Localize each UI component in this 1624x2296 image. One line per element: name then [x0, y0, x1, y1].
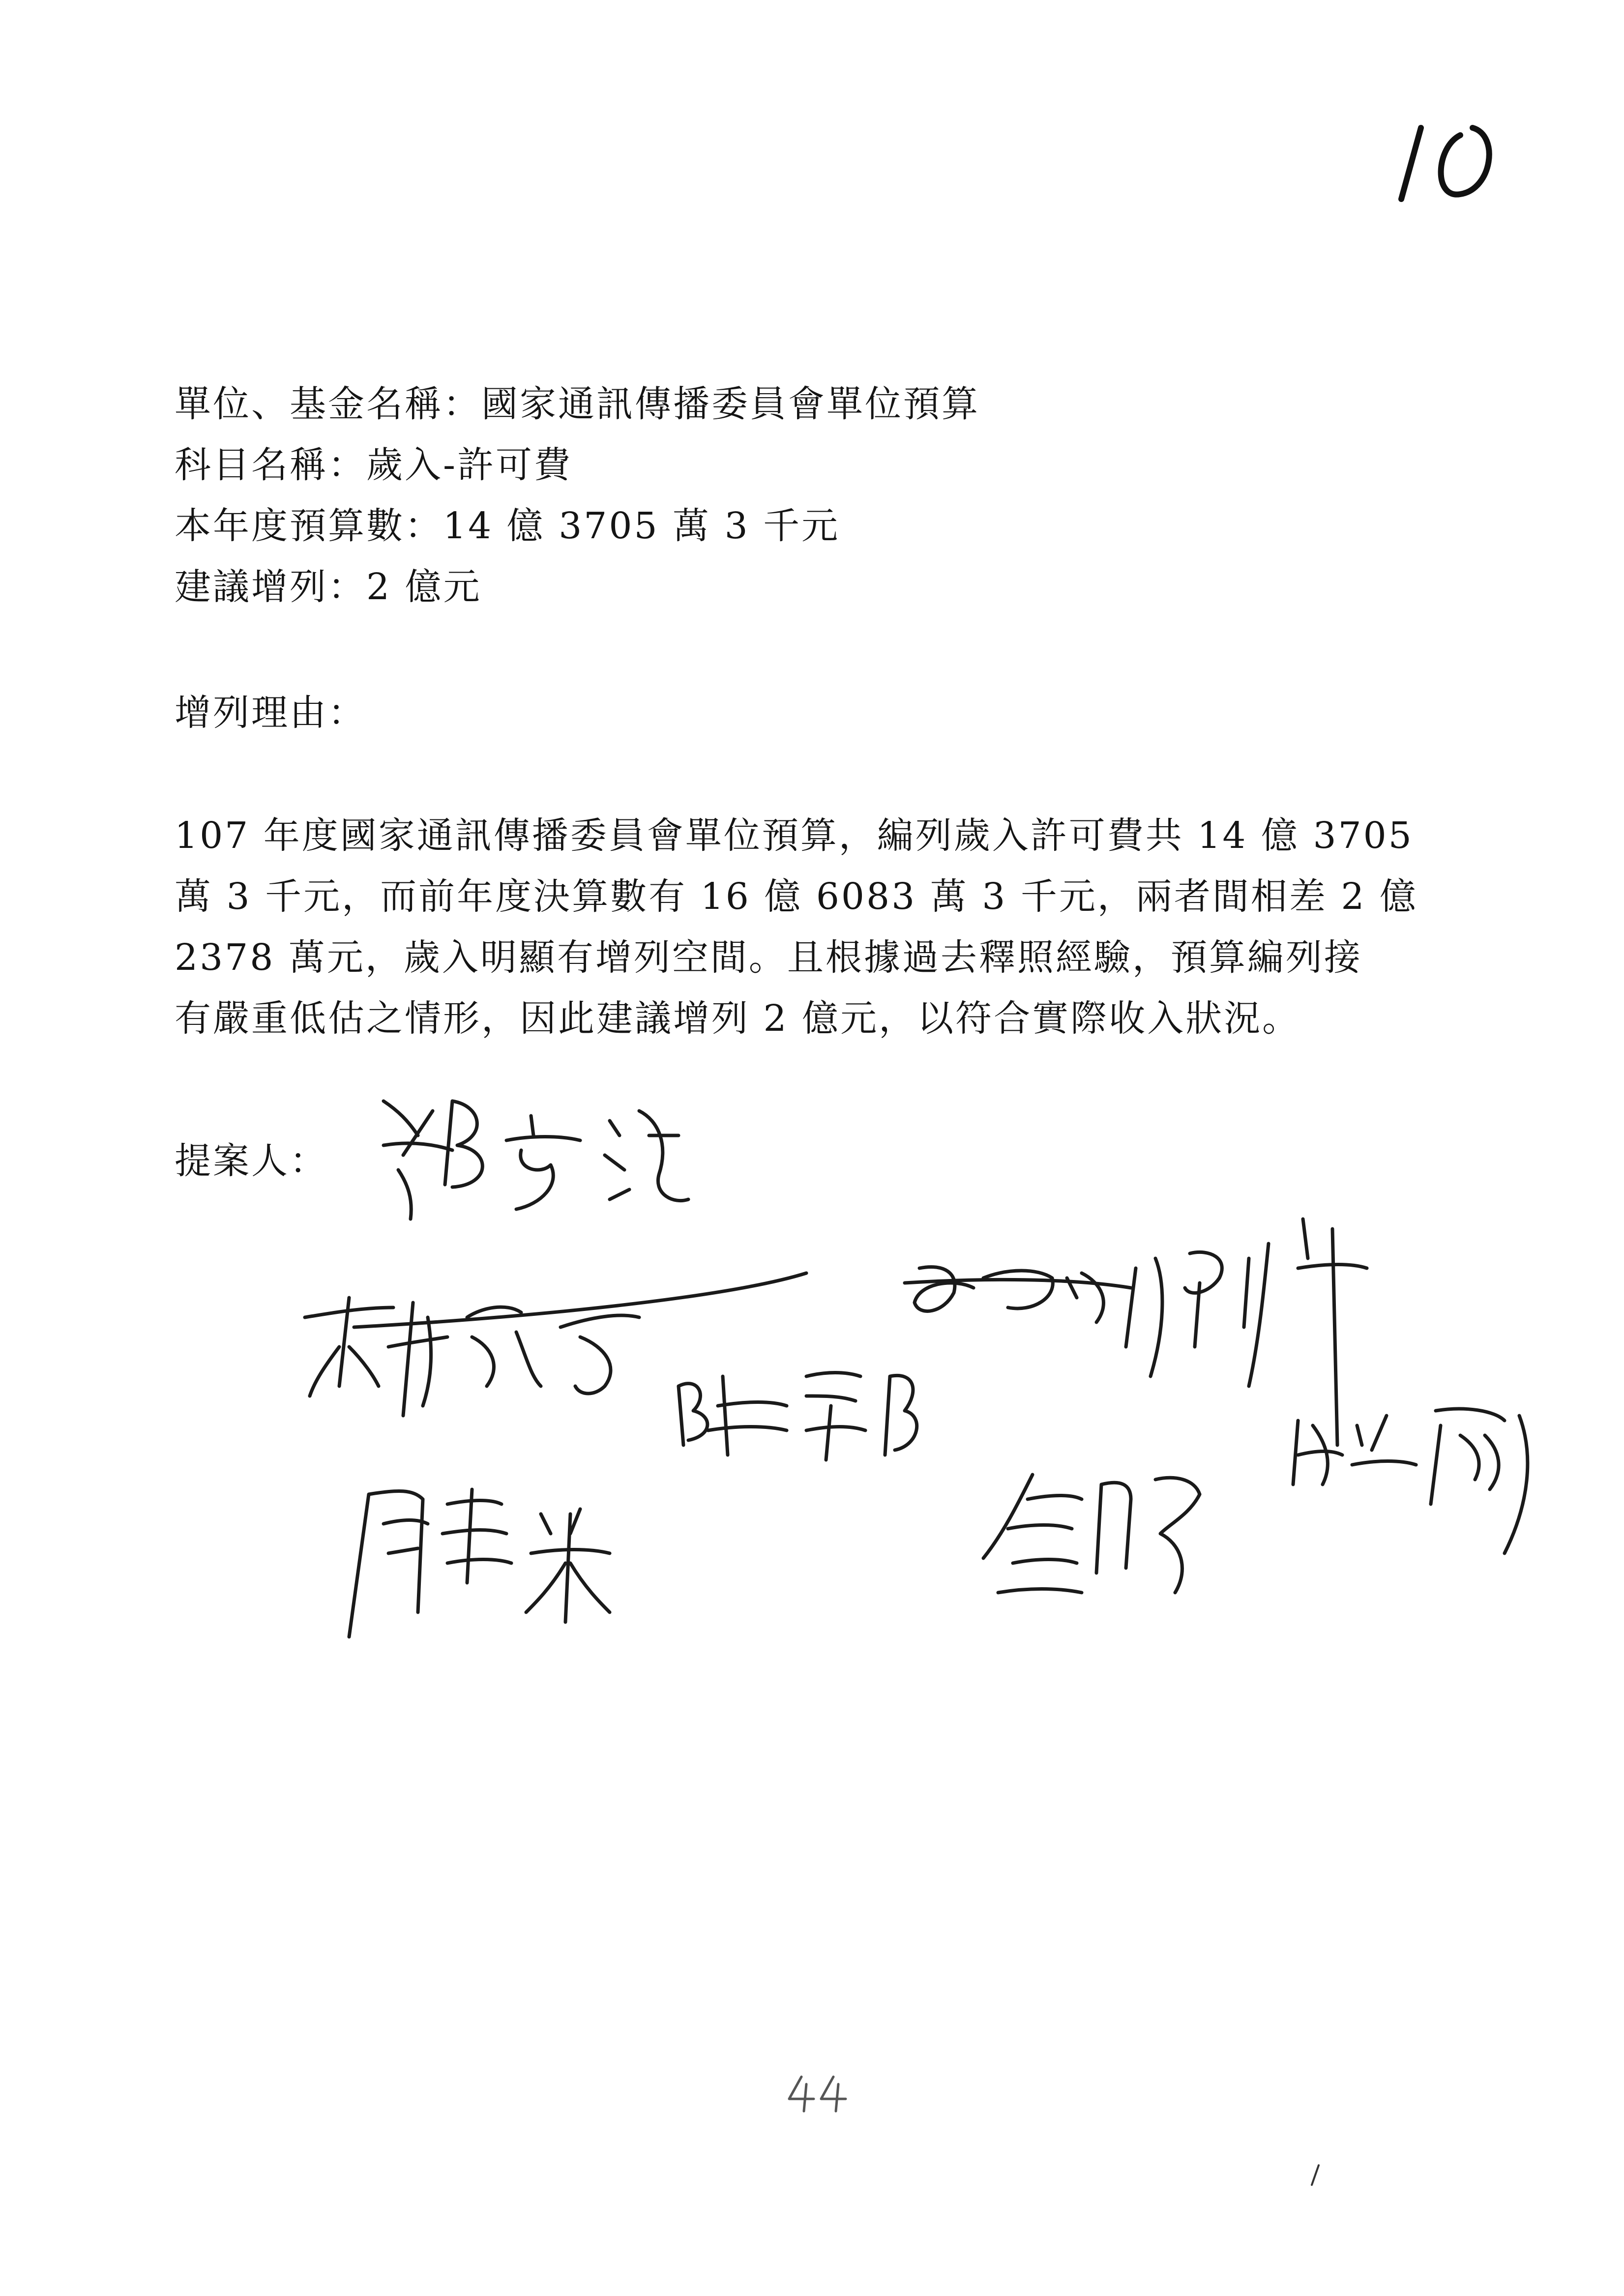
subject-name-line: 科目名稱：歲入-許可費: [175, 444, 573, 486]
handwritten-document-number: [1387, 113, 1514, 211]
proposed-increase-line: 建議增列：2 億元: [175, 566, 482, 608]
signature-6: [983, 1475, 1200, 1593]
paragraph-line: 有嚴重低估之情形，因此建議增列 2 億元，以符合實際收入狀況。: [175, 997, 1301, 1040]
signature-2: [305, 1273, 806, 1416]
unit-name-line: 單位、基金名稱：國家通訊傳播委員會單位預算: [175, 383, 980, 425]
paragraph-line: 107 年度國家通訊傳播委員會單位預算，編列歲入許可費共 14 億 3705: [175, 814, 1414, 857]
paragraph-line: 2378 萬元，歲入明顯有增列空間。且根據過去釋照經驗，預算編列接: [175, 936, 1362, 979]
signature-area: [285, 1072, 1583, 1661]
page-number: [782, 2072, 851, 2116]
signature-4: [349, 1489, 610, 1637]
document-header: [175, 374, 1477, 617]
paragraph-line: 萬 3 千元，而前年度決算數有 16 億 6083 萬 3 千元，兩者間相差 2 億: [175, 875, 1418, 918]
proposer-label: 提案人：: [175, 1140, 328, 1182]
budget-amount-line: 本年度預算數：14 億 3705 萬 3 千元: [175, 505, 840, 547]
signature-3: [679, 1373, 917, 1460]
signature-5: [905, 1219, 1367, 1445]
signature-7: [1293, 1409, 1528, 1553]
reason-heading: 增列理由：: [175, 692, 366, 734]
stray-pen-mark: [1308, 2163, 1323, 2187]
signature-1: [384, 1101, 688, 1219]
reason-paragraph: [175, 805, 1463, 1049]
